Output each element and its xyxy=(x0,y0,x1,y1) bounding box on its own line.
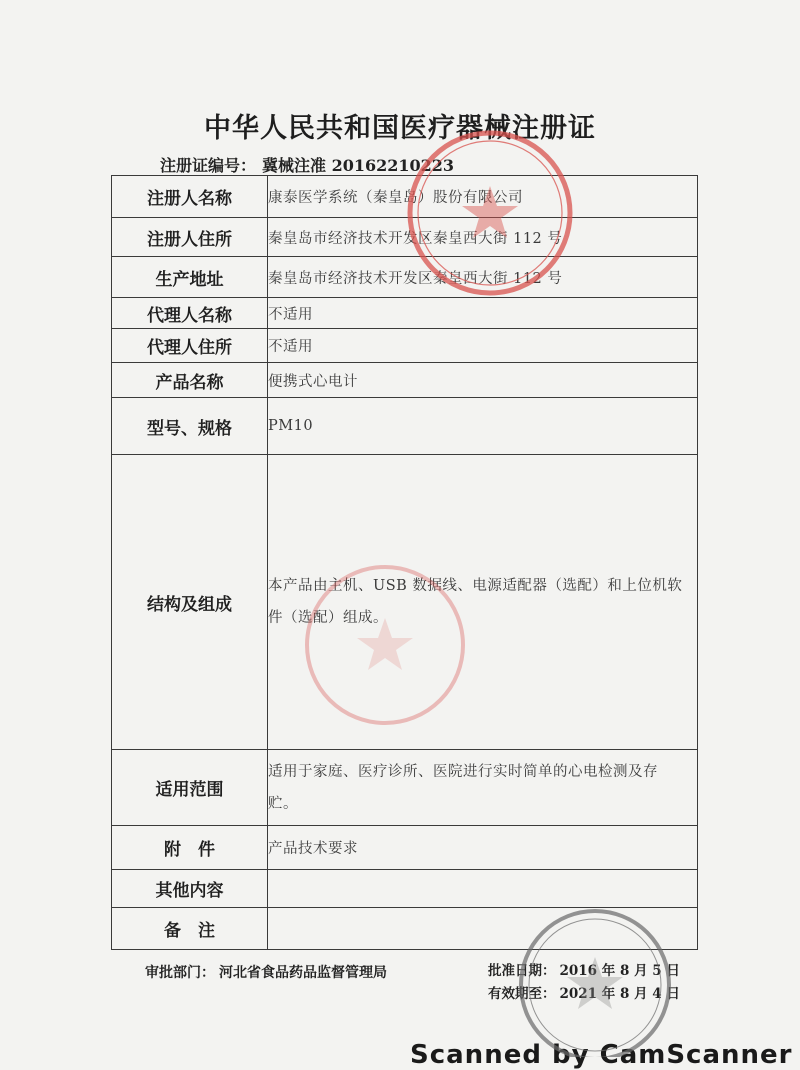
row-value: PM10 xyxy=(268,398,698,455)
valid-until xyxy=(488,983,680,1006)
registration-number-label: 注册证编号： xyxy=(160,156,257,175)
row-value: 产品技术要求 xyxy=(268,826,698,870)
row-value: 康泰医学系统（秦皇岛）股份有限公司 xyxy=(268,176,698,218)
row-label: 附 件 xyxy=(112,826,268,870)
row-label: 其他内容 xyxy=(112,870,268,908)
row-value: 秦皇岛市经济技术开发区秦皇西大街 112 号 xyxy=(268,257,698,298)
row-value: 秦皇岛市经济技术开发区秦皇西大街 112 号 xyxy=(268,218,698,257)
row-value: 适用于家庭、医疗诊所、医院进行实时简单的心电检测及存贮。 xyxy=(268,750,698,826)
table-row xyxy=(112,826,698,870)
approval-date-label: 批准日期： xyxy=(488,963,556,979)
table-row xyxy=(112,398,698,455)
certificate-table xyxy=(111,175,698,950)
table-row xyxy=(112,870,698,908)
row-label: 适用范围 xyxy=(112,750,268,826)
certificate-title: 中华人民共和国医疗器械注册证 xyxy=(204,113,596,144)
approval-date-value: 2016 年 8 月 5 日 xyxy=(559,963,680,979)
row-label: 结构及组成 xyxy=(112,455,268,750)
row-label: 注册人住所 xyxy=(112,218,268,257)
table-row xyxy=(112,298,698,329)
valid-until-label: 有效期至： xyxy=(488,986,556,1002)
table-row xyxy=(112,176,698,218)
row-value xyxy=(268,908,698,950)
row-label: 代理人名称 xyxy=(112,298,268,329)
row-label: 备 注 xyxy=(112,908,268,950)
table-row xyxy=(112,329,698,363)
row-value: 便携式心电计 xyxy=(268,363,698,398)
approval-date xyxy=(488,960,680,983)
table-row xyxy=(112,363,698,398)
registration-number-value: 冀械注准 20162210223 xyxy=(262,156,455,175)
approval-department-label: 审批部门： xyxy=(145,965,215,981)
approval-dates xyxy=(488,960,680,1006)
scanner-watermark: Scanned by CamScanner xyxy=(410,1040,793,1070)
row-label: 注册人名称 xyxy=(112,176,268,218)
table-row xyxy=(112,750,698,826)
row-label: 代理人住所 xyxy=(112,329,268,363)
registration-number xyxy=(160,153,454,176)
approval-department xyxy=(145,962,387,982)
row-value: 不适用 xyxy=(268,329,698,363)
valid-until-value: 2021 年 8 月 4 日 xyxy=(559,986,680,1002)
row-value: 本产品由主机、USB 数据线、电源适配器（选配）和上位机软件（选配）组成。 xyxy=(268,455,698,750)
row-value: 不适用 xyxy=(268,298,698,329)
row-label: 产品名称 xyxy=(112,363,268,398)
table-row xyxy=(112,455,698,750)
row-label: 型号、规格 xyxy=(112,398,268,455)
row-label: 生产地址 xyxy=(112,257,268,298)
row-value xyxy=(268,870,698,908)
table-row xyxy=(112,257,698,298)
table-row xyxy=(112,908,698,950)
approval-department-value: 河北省食品药品监督管理局 xyxy=(219,965,387,981)
table-row xyxy=(112,218,698,257)
